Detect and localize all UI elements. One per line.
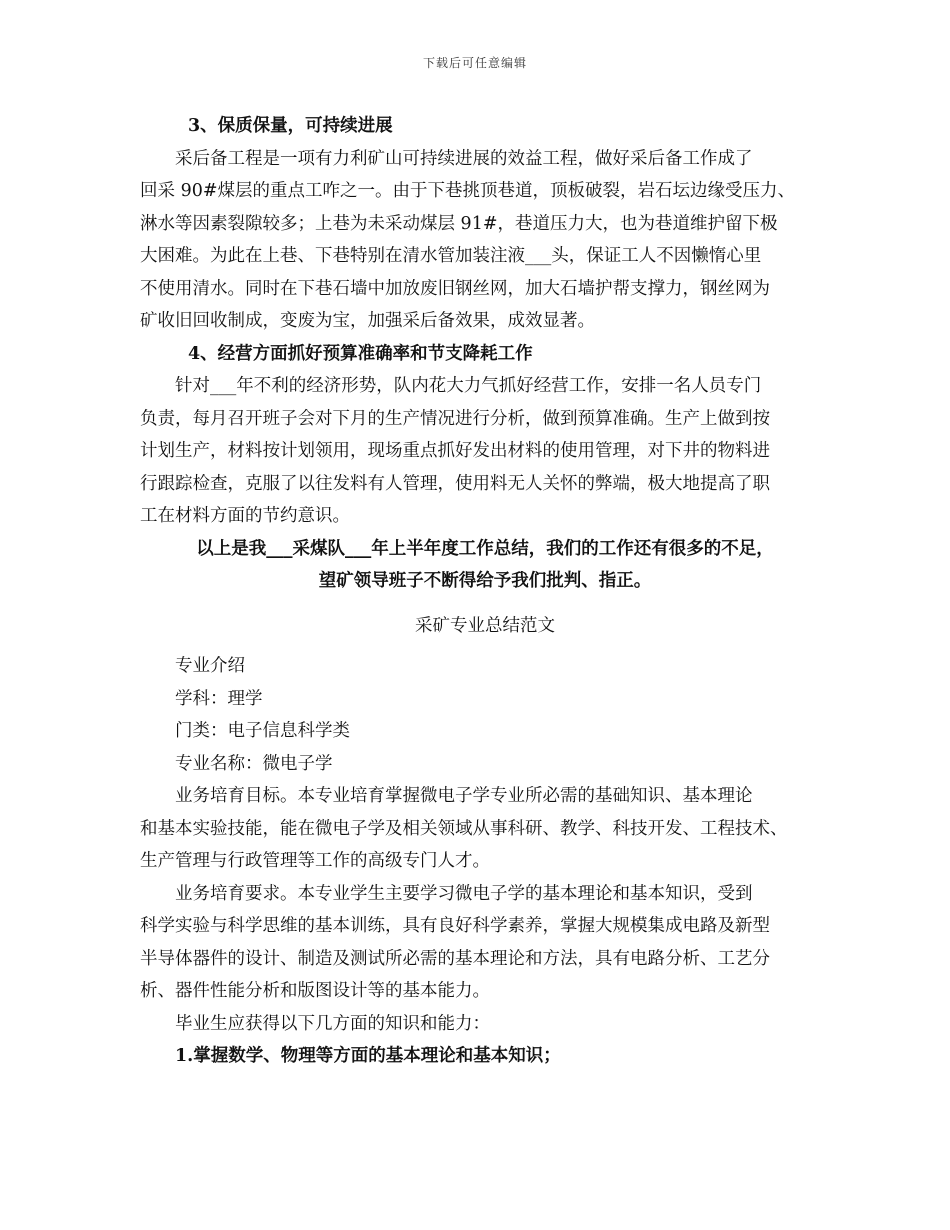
paragraph-line: 大困难。为此在上巷、下巷特别在清水管加装注液___头，保证工人不因懒惰心里 (140, 246, 762, 266)
category-line: 门类：电子信息科学类 (175, 721, 350, 741)
subject-line: 学科：理学 (175, 688, 263, 709)
intro-label: 专业介绍 (175, 656, 245, 676)
section-4-heading: 4、经营方面抓好预算准确率和节支降耗工作 (188, 343, 533, 364)
paragraph-line: 针对___年不利的经济形势，队内花大力气抓好经营工作，安排一名人员专门 (175, 376, 762, 396)
paragraph-line: 业务培育要求。本专业学生主要学习微电子学的基本理论和基本知识，受到 (175, 883, 753, 904)
paragraph-line: 科学实验与科学思维的基本训练，具有良好科学素养，掌握大规模集成电路及新型 (140, 916, 770, 936)
page-header: 下载后可任意编辑 (422, 56, 527, 70)
document-title: 采矿专业总结范文 (415, 615, 555, 636)
paragraph-line: 不使用清水。同时在下巷石墙中加放废旧钢丝网，加大石墙护帮支撑力，钢丝网为 (140, 278, 770, 299)
paragraph-line: 采后备工程是一项有力利矿山可持续进展的效益工程，做好采后备工作成了 (175, 148, 753, 169)
closing-line: 望矿领导班子不断得给予我们批判、指正。 (318, 571, 652, 591)
paragraph-line: 生产管理与行政管理等工作的高级专门人才。 (140, 851, 490, 871)
paragraph-line: 淋水等因素裂隙较多；上巷为未采动煤层 91#，巷道压力大，也为巷道维护留下极 (140, 213, 778, 234)
document-body (140, 110, 830, 1073)
section-3-heading: 3、保质保量，可持续进展 (188, 116, 393, 136)
paragraph-line: 和基本实验技能，能在微电子学及相关领域从事科研、教学、科技开发、工程技术、 (140, 818, 788, 839)
paragraph-line: 业务培育目标。本专业培育掌握微电子学专业所必需的基础知识、基本理论 (175, 786, 753, 806)
paragraph-line: 半导体器件的设计、制造及测试所必需的基本理论和方法，具有电路分析、工艺分 (140, 948, 770, 969)
graduate-requirements-line: 毕业生应获得以下几方面的知识和能力： (175, 1013, 490, 1034)
paragraph-line: 计划生产，材料按计划领用，现场重点抓好发出材料的使用管理，对下井的物料进 (140, 441, 770, 461)
paragraph-line: 矿收旧回收制成，变废为宝，加强采后备效果，成效显著。 (140, 311, 595, 331)
paragraph-line: 行跟踪检查，克服了以往发料有人管理，使用料无人关怀的弊端，极大地提高了职 (140, 473, 770, 494)
numbered-item-1: 1.掌握数学、物理等方面的基本理论和基本知识； (175, 1046, 561, 1066)
major-line: 专业名称：微电子学 (175, 753, 333, 774)
paragraph-line: 析、器件性能分析和版图设计等的基本能力。 (140, 981, 490, 1001)
closing-line: 以上是我___采煤队___年上半年度工作总结，我们的工作还有很多的不足， (196, 538, 774, 559)
paragraph-line: 工在材料方面的节约意识。 (140, 506, 350, 526)
paragraph-line: 负责，每月召开班子会对下月的生产情况进行分析，做到预算准确。生产上做到按 (140, 408, 770, 429)
paragraph-line: 回采 90#煤层的重点工咋之一。由于下巷挑顶巷道，顶板破裂，岩石坛边缘受压力、 (140, 181, 795, 201)
